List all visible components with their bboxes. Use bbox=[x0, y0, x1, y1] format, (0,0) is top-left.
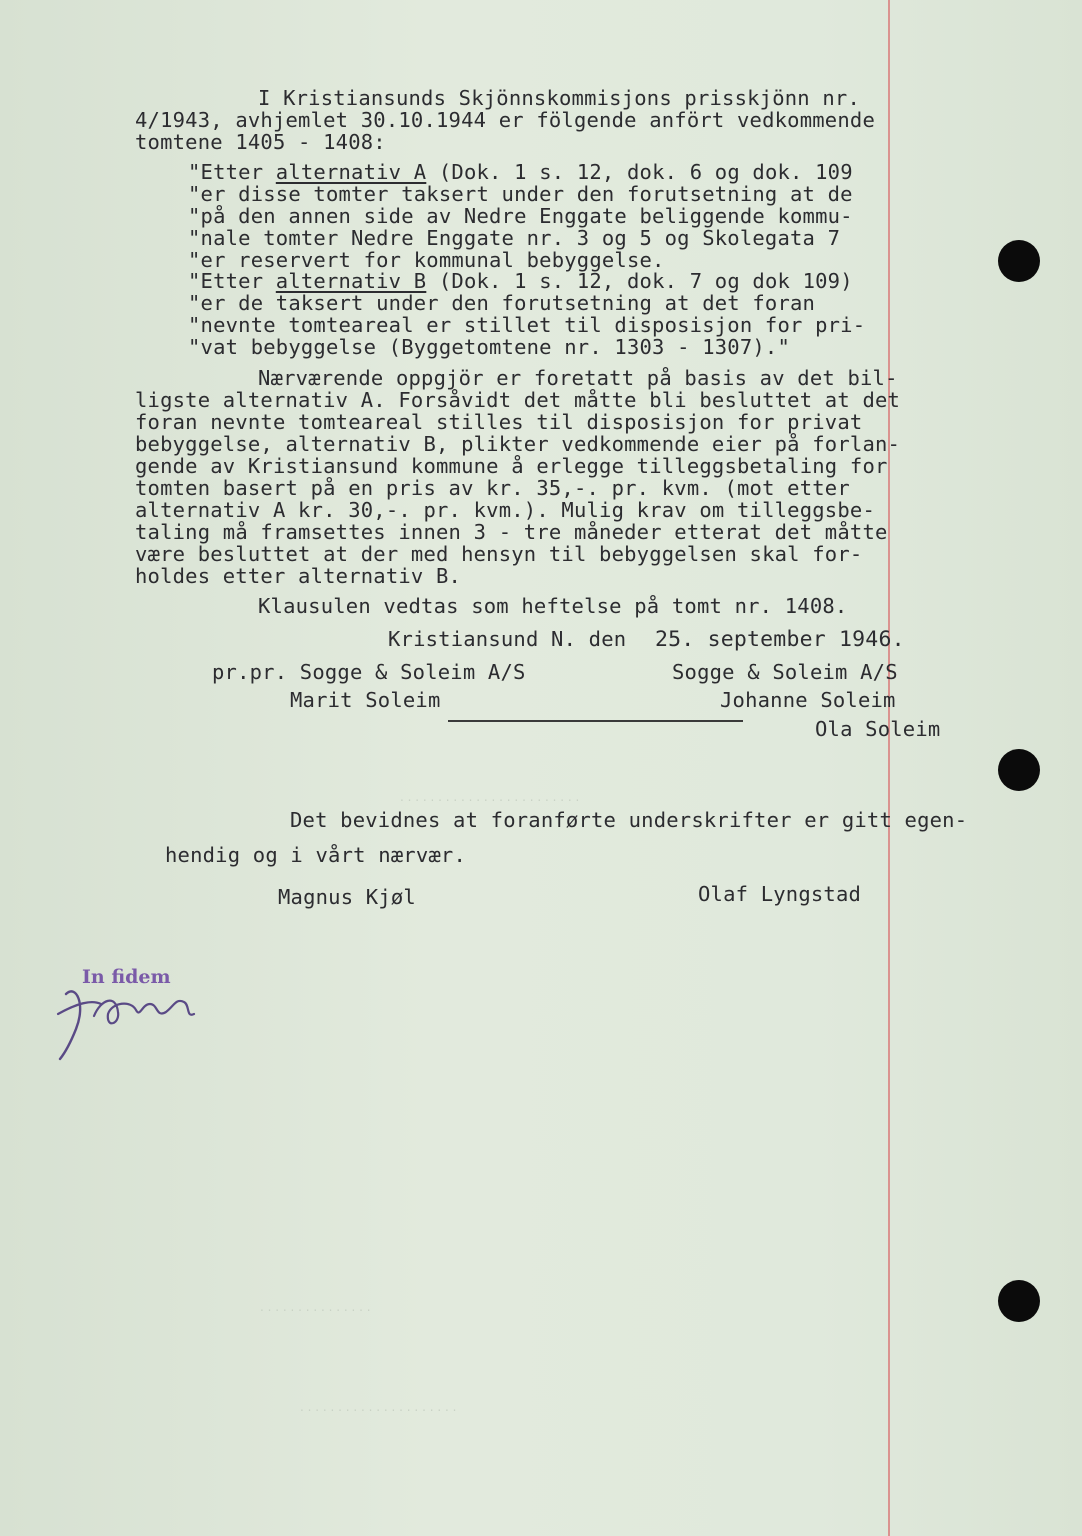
punch-hole-middle bbox=[998, 749, 1040, 791]
margin-rule bbox=[888, 0, 890, 1536]
attestation-line1: Det bevidnes at foranførte underskrifter er gitt egen- bbox=[290, 808, 968, 832]
paragraph2-line3: foran nevnte tomteareal stilles til disposisjon for privat bbox=[135, 410, 863, 434]
paragraph2-line5: gende av Kristiansund kommune å erlegge tilleggsbetaling for bbox=[135, 454, 888, 478]
clause-text: Klausulen vedtas som heftelse på tomt nr. 1408. bbox=[258, 594, 848, 618]
quote-a-line3: "på den annen side av Nedre Enggate beliggende kommu- bbox=[188, 204, 853, 228]
quote-a-prefix: "Etter bbox=[188, 160, 276, 184]
paragraph1-line1: I Kristiansunds Skjönnskommisjons prisskjönn nr. bbox=[258, 86, 861, 110]
paragraph2-line7: alternativ A kr. 30,-. pr. kvm.). Mulig krav om tilleggsbe- bbox=[135, 498, 875, 522]
signature-right-name2: Ola Soleim bbox=[815, 717, 941, 741]
attestation-line2: hendig og i vårt nærvær. bbox=[165, 843, 467, 867]
quote-b-line1 bbox=[188, 269, 853, 293]
paragraph1-line3: tomtene 1405 - 1408: bbox=[135, 130, 386, 154]
alternativ-a-label: alternativ A bbox=[275, 160, 427, 184]
faint-bleed-text-3: . . . . . . . . . . . . . . . . . . . . . bbox=[300, 1400, 457, 1414]
signature-left-company: pr.pr. Sogge & Soleim A/S bbox=[212, 660, 526, 684]
punch-hole-bottom bbox=[998, 1280, 1040, 1322]
quote-a-line5: "er reservert for kommunal bebyggelse. bbox=[188, 248, 665, 272]
witness-1-name: Magnus Kjøl bbox=[278, 885, 416, 909]
place-date-prefix: Kristiansund N. den bbox=[388, 627, 627, 651]
punch-hole-top bbox=[998, 240, 1040, 282]
alternativ-b-label: alternativ B bbox=[275, 269, 427, 293]
faint-bleed-text-2: . . . . . . . . . . . . . . . bbox=[260, 1300, 371, 1314]
quote-b-prefix: "Etter bbox=[188, 269, 276, 293]
quote-b-line2: "er de taksert under den forutsetning at det foran bbox=[188, 291, 816, 315]
quote-a-line4: "nale tomter Nedre Enggate nr. 3 og 5 og Skolegata 7 bbox=[188, 226, 841, 250]
paragraph2-line4: bebyggelse, alternativ B, plikter vedkommende eier på forlan- bbox=[135, 432, 901, 456]
signature-left-name: Marit Soleim bbox=[290, 688, 441, 712]
paragraph2-line6: tomten basert på en pris av kr. 35,-. pr. kvm. (mot etter bbox=[135, 476, 850, 500]
paragraph2-line1: Nærværende oppgjör er foretatt på basis av det bil- bbox=[258, 366, 898, 390]
signature-right-name1: Johanne Soleim bbox=[720, 688, 896, 712]
in-fidem-stamp: In fidem bbox=[82, 966, 171, 988]
handwritten-signature bbox=[46, 974, 206, 1064]
quote-b-suffix: (Dok. 1 s. 12, dok. 7 og dok 109) bbox=[426, 269, 853, 293]
quote-a-suffix: (Dok. 1 s. 12, dok. 6 og dok. 109 bbox=[426, 160, 853, 184]
paragraph1-line2: 4/1943, avhjemlet 30.10.1944 er fölgende anfört vedkommende bbox=[135, 108, 875, 132]
quote-b-line3: "nevnte tomteareal er stillet til disposisjon for pri- bbox=[188, 313, 866, 337]
quote-b-line4: "vat bebyggelse (Byggetomtene nr. 1303 - 1307)." bbox=[188, 335, 791, 359]
document-date: 25. september 1946. bbox=[655, 627, 905, 652]
quote-a-line2: "er disse tomter taksert under den forutsetning at de bbox=[188, 182, 853, 206]
paragraph2-line8: taling må framsettes innen 3 - tre måneder etterat det måtte bbox=[135, 520, 888, 544]
signature-right-company: Sogge & Soleim A/S bbox=[672, 660, 898, 684]
paragraph2-line2: ligste alternativ A. Forsåvidt det måtte bli besluttet at det bbox=[135, 388, 901, 412]
paragraph2-line10: holdes etter alternativ B. bbox=[135, 564, 462, 588]
faint-bleed-text-1: . . . . . . . . . . . . . . . . . . . . . . . . bbox=[400, 790, 580, 804]
witness-2-name: Olaf Lyngstad bbox=[698, 882, 862, 906]
quote-a-line1 bbox=[188, 160, 853, 184]
signature-rule bbox=[448, 720, 743, 722]
paragraph2-line9: være besluttet at der med hensyn til bebyggelsen skal for- bbox=[135, 542, 863, 566]
